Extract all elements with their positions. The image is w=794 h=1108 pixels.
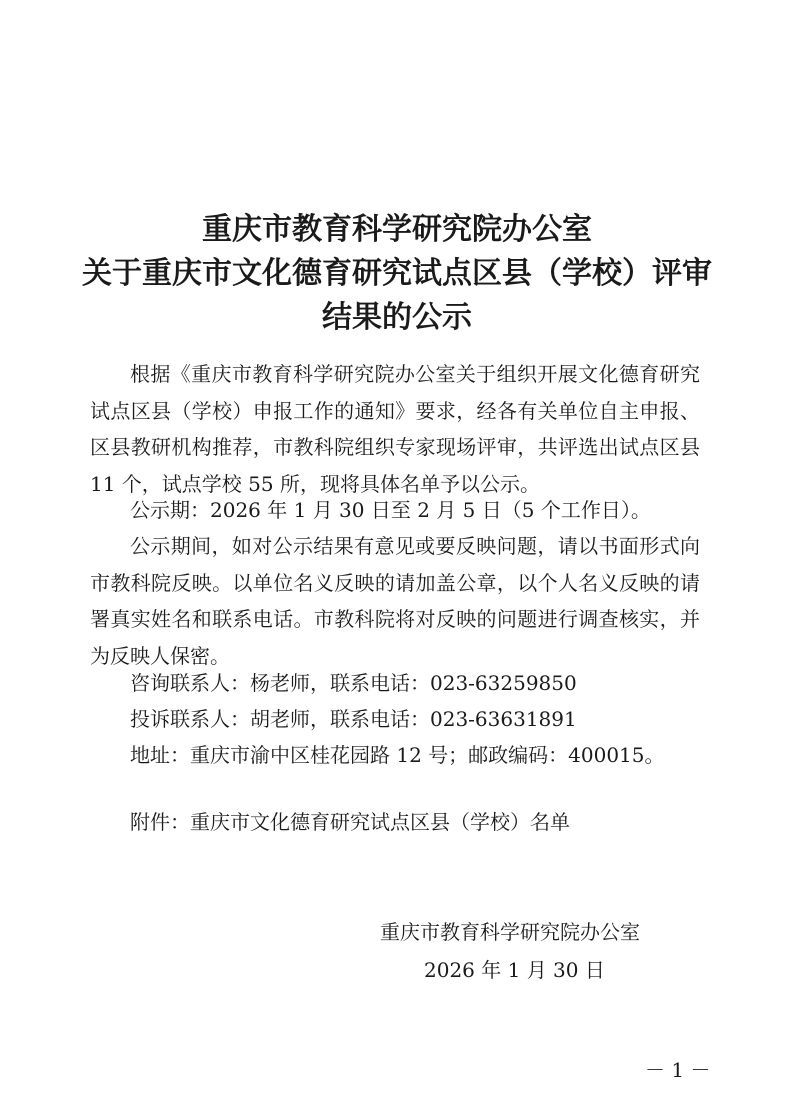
consult-contact bbox=[90, 665, 700, 702]
complaint-contact bbox=[90, 701, 700, 738]
paragraph-feedback bbox=[90, 528, 700, 674]
attachment-text: 附件：重庆市文化德育研究试点区县（学校）名单 bbox=[130, 810, 570, 834]
title-line-1: 重庆市教育科学研究院办公室 bbox=[202, 212, 592, 247]
paragraph-period-text: 公示期：2026 年 1 月 30 日至 2 月 5 日（5 个工作日）。 bbox=[130, 498, 651, 522]
paragraph-announcement bbox=[90, 356, 700, 502]
attachment-line bbox=[90, 804, 700, 841]
complaint-contact-text: 投诉联系人：胡老师，联系电话：023-63631891 bbox=[130, 707, 577, 731]
paragraph-period bbox=[90, 492, 700, 529]
document-title bbox=[60, 208, 734, 340]
signature-date: 2026 年 1 月 30 日 bbox=[424, 958, 605, 982]
paragraph-announcement-text: 根据《重庆市教育科学研究院办公室关于组织开展文化德育研究试点区县（学校）申报工作的通知》要求，经各有关单位自主申报、区县教研机构推荐，市教科院组织专家现场评审，共评选出试点区县 11 个，试点学校 55 所，现将具体名单予以公示。 bbox=[90, 362, 700, 496]
page-number: － 1 － bbox=[645, 1058, 711, 1082]
signature-organization: 重庆市教育科学研究院办公室 bbox=[380, 920, 640, 944]
address-line bbox=[90, 737, 700, 774]
paragraph-feedback-text: 公示期间，如对公示结果有意见或要反映问题，请以书面形式向市教科院反映。以单位名义反映的请加盖公章，以个人名义反映的请署真实姓名和联系电话。市教科院将对反映的问题进行调查核实，并为反映人保密。 bbox=[90, 534, 700, 668]
title-line-3: 结果的公示 bbox=[322, 300, 472, 335]
consult-contact-text: 咨询联系人：杨老师，联系电话：023-63259850 bbox=[130, 671, 577, 695]
title-line-2: 关于重庆市文化德育研究试点区县（学校）评审 bbox=[82, 256, 712, 291]
address-text: 地址：重庆市渝中区桂花园路 12 号；邮政编码：400015。 bbox=[130, 743, 665, 767]
